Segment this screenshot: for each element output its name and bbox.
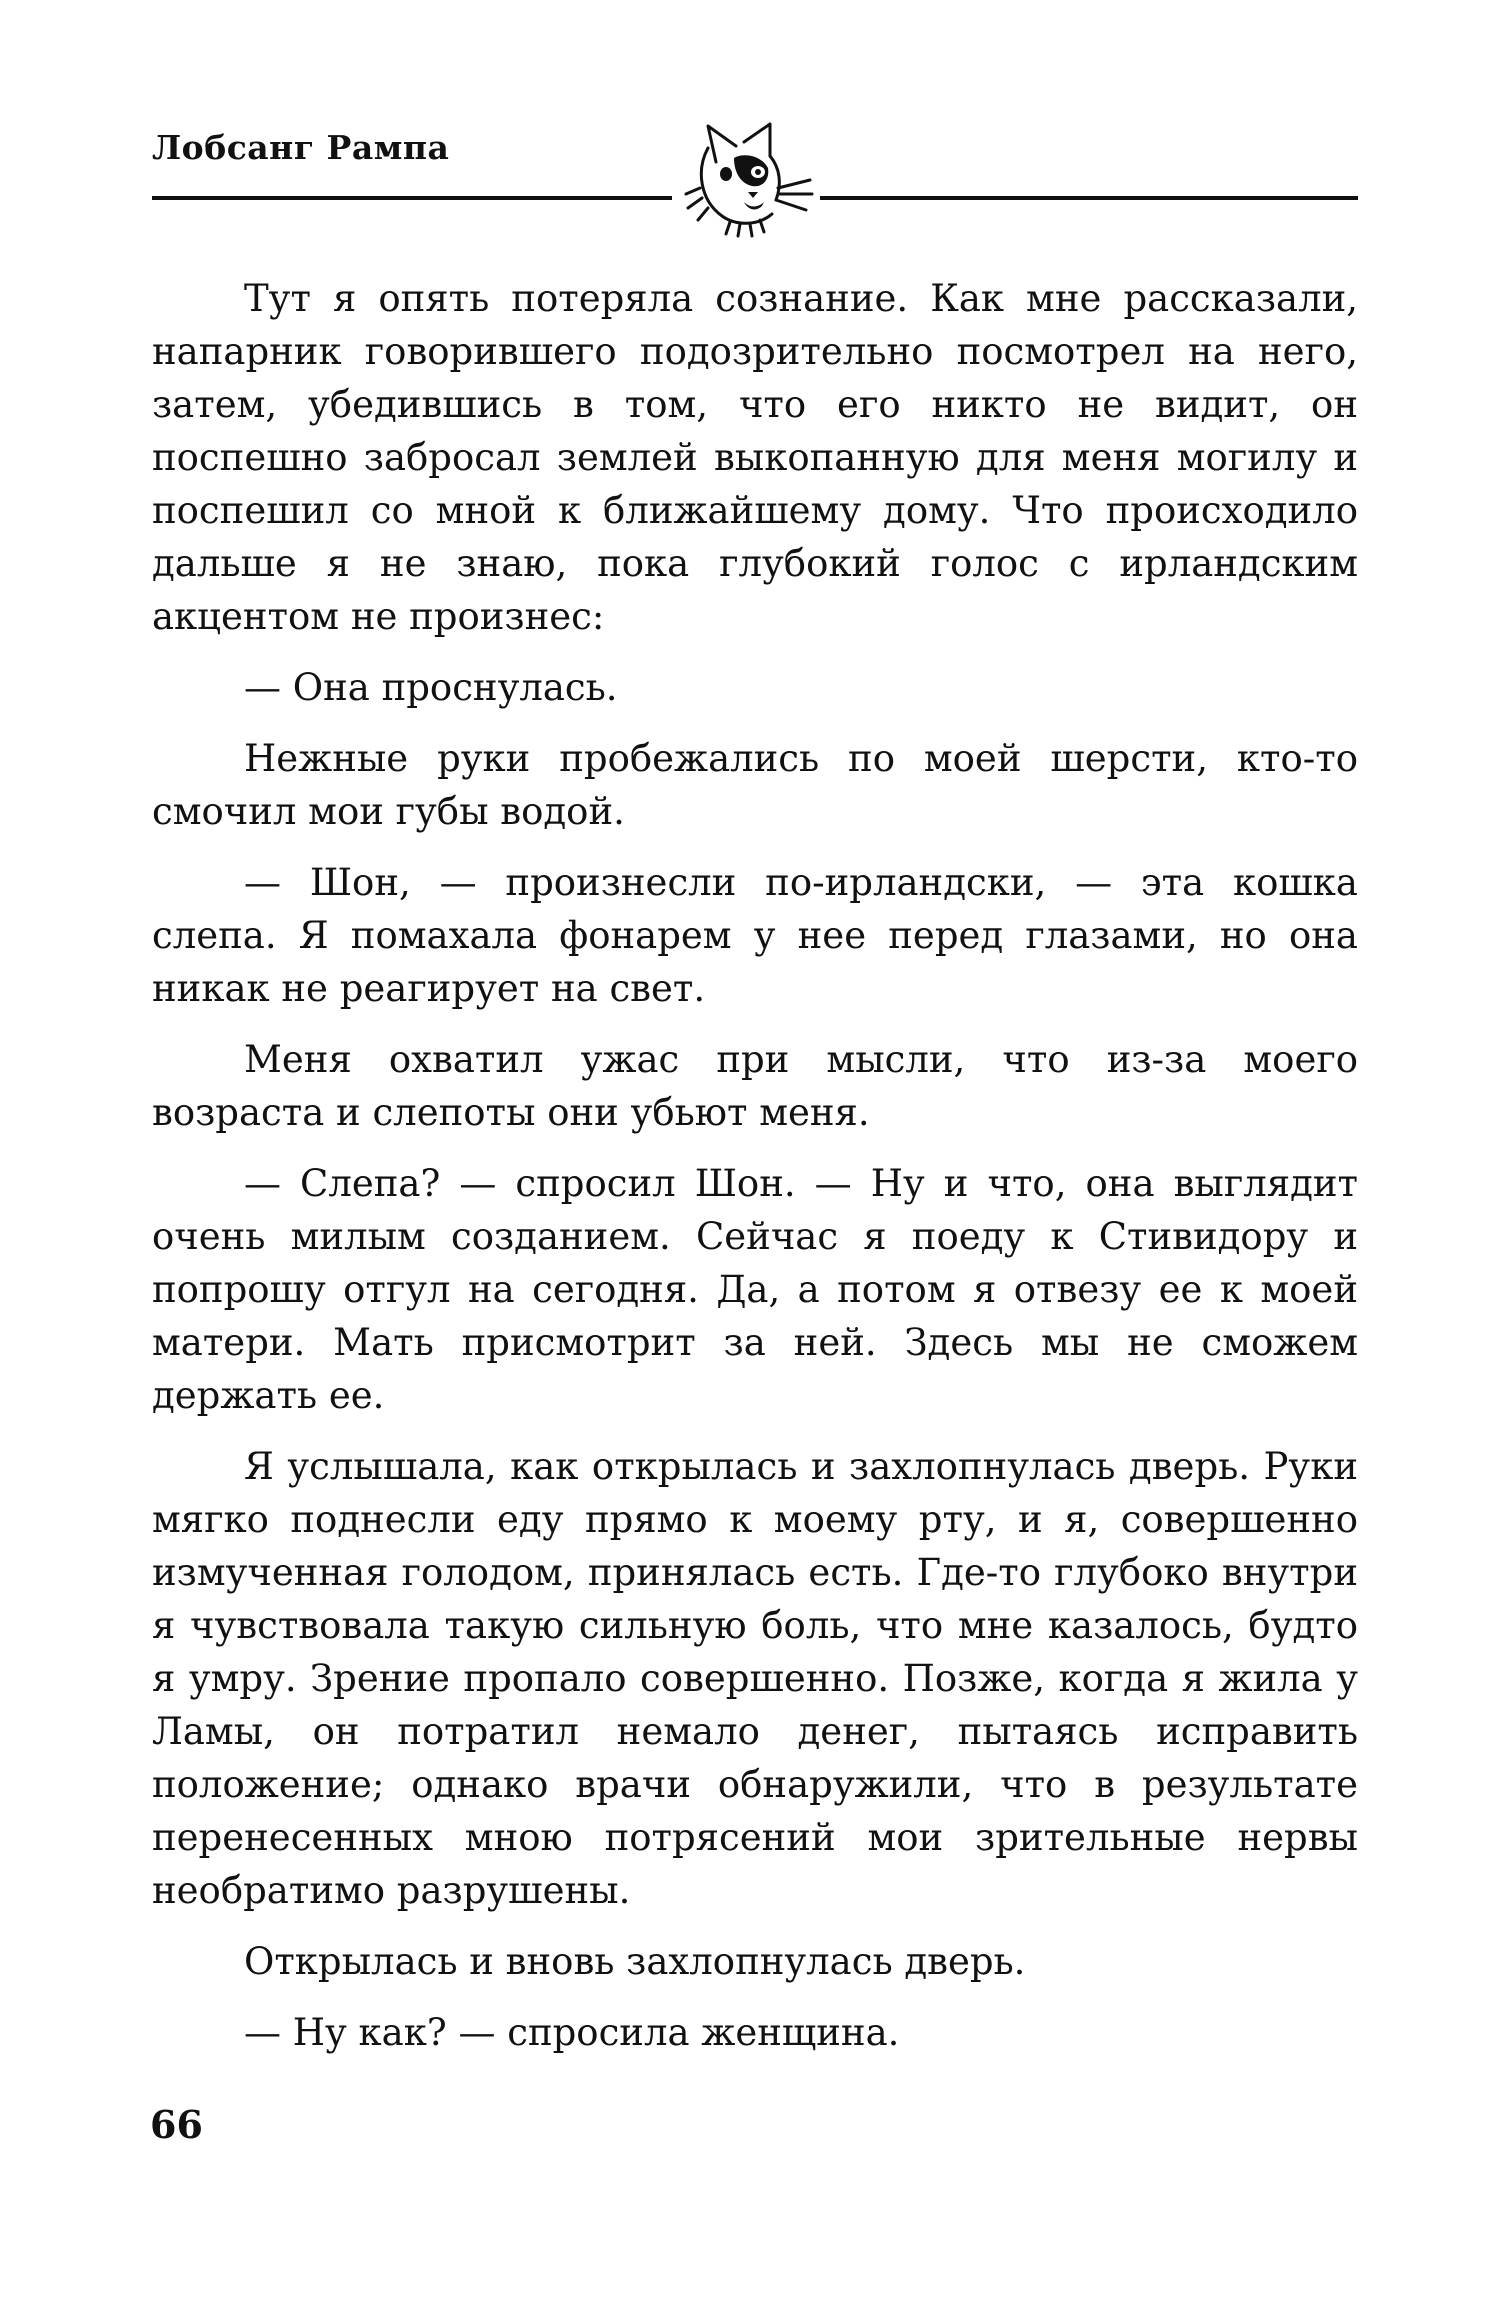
header-rule-left [152, 196, 672, 200]
page-number: 66 [150, 2102, 203, 2147]
body-text [152, 272, 1358, 2077]
paragraph: Меня охватил ужас при мысли, что из-за моего возраста и слепоты они убьют меня. [152, 1038, 1358, 1134]
paragraph: Открылась и вновь захлопнулась дверь. [244, 1940, 1026, 1983]
paragraph: Я услышала, как открылась и захлопнулась дверь. Руки мягко поднесли еду прямо к моему рту, и я, совершенно измученная голодом, принялась есть. Где-то глубоко внутри я чувствовала такую сильную боль, что мне казалось, будто я умру. Зрение пропало совершенно. Позже, когда я жила у Ламы, он потратил немало денег, пытаясь исправить положение; однако врачи обнаружили, что в результате перенесенных мною потрясений мои зрительные нервы необратимо разрушены. [152, 1445, 1358, 1912]
paragraph: — Она проснулась. [244, 666, 618, 709]
paragraph: Тут я опять потеряла сознание. Как мне рассказали, напарник говорившего подозрительно посмотрел на него, затем, убедившись в том, что его никто не видит, он поспешно забросал землей выкопанную для меня могилу и поспешил со мной к ближайшему дому. Что происходило дальше я не знаю, пока глубокий голос с ирландским акцентом не произнес: [152, 277, 1358, 638]
paragraph: — Слепа? — спросил Шон. — Ну и что, она выглядит очень милым созданием. Сейчас я поеду к Стивидору и попрошу отгул на сегодня. Да, а потом я отвезу ее к моей матери. Мать присмотрит за ней. Здесь мы не сможем держать ее. [152, 1162, 1358, 1417]
paragraph: Нежные руки пробежались по моей шерсти, кто-то смочил мои губы водой. [152, 737, 1358, 833]
cat-head-icon [678, 118, 818, 238]
running-header-author: Лобсанг Рампа [152, 128, 450, 167]
header-rule-right [820, 196, 1358, 200]
paragraph: — Ну как? — спросила женщина. [244, 2011, 900, 2054]
paragraph: — Шон, — произнесли по-ирландски, — эта кошка слепа. Я помахала фонарем у нее перед глазами, но она никак не реагирует на свет. [152, 861, 1358, 1010]
